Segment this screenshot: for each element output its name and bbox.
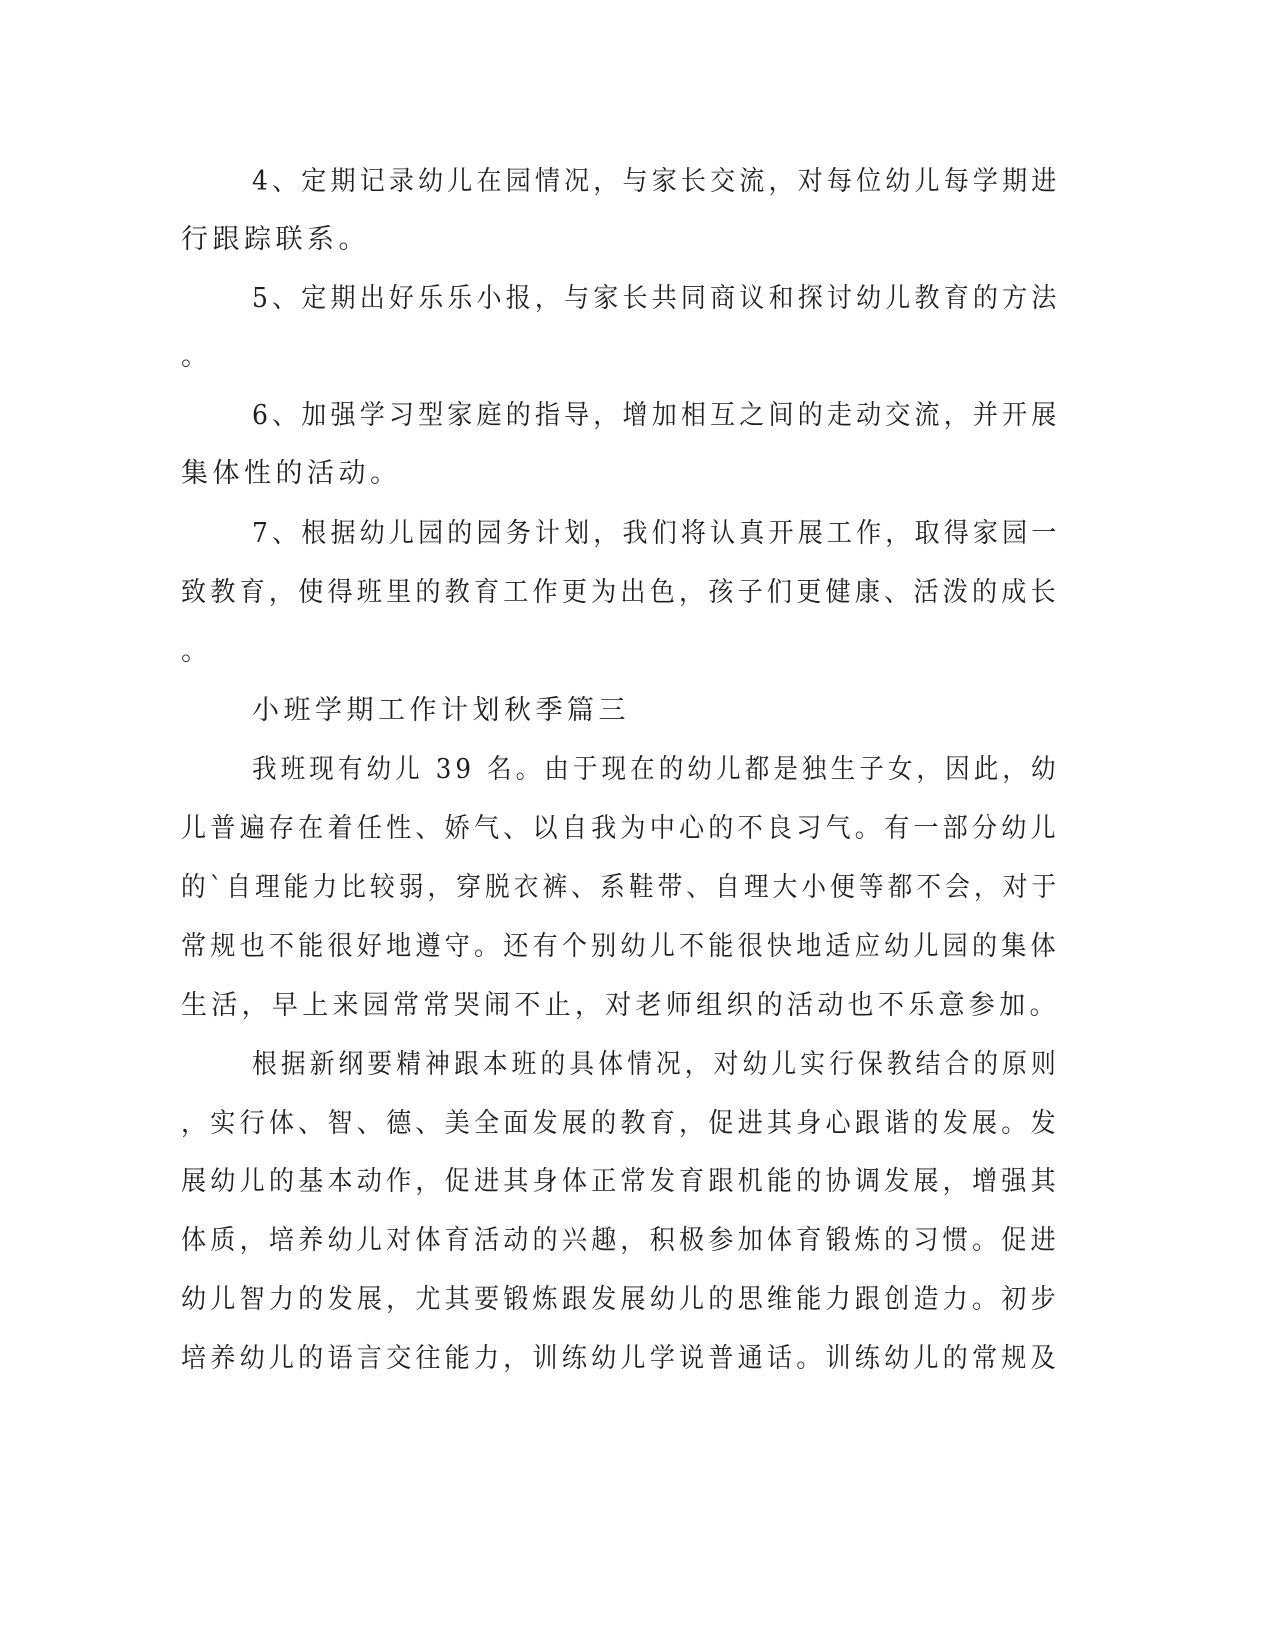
paragraph-2-line-6: 培养幼儿的语言交往能力，训练幼儿学说普通话。训练幼儿的常规及: [181, 1343, 1060, 1374]
item-4-line-1: 4、定期记录幼儿在园情况，与家长交流，对每位幼儿每学期进: [252, 166, 1061, 197]
paragraph-1-line-4: 常规也不能很好地遵守。还有个别幼儿不能很快地适应幼儿园的集体: [181, 931, 1060, 962]
item-5-line-2: 。: [181, 341, 213, 372]
item-6-line-2: 集体性的活动。: [181, 458, 402, 489]
paragraph-1-line-3: 的`自理能力比较弱，穿脱衣裤、系鞋带、自理大小便等都不会，对于: [181, 872, 1061, 903]
paragraph-2-line-3: 展幼儿的基本动作，促进其身体正常发育跟机能的协调发展，增强其: [181, 1166, 1060, 1197]
item-6-line-1: 6、加强学习型家庭的指导，增加相互之间的走动交流，并开展: [252, 400, 1061, 431]
item-7-line-2: 致教育，使得班里的教育工作更为出色，孩子们更健康、活泼的成长: [181, 577, 1060, 608]
paragraph-2-line-1: 根据新纲要精神跟本班的具体情况，对幼儿实行保教结合的原则: [252, 1049, 1060, 1080]
paragraph-1-line-5: 生活，早上来园常常哭闹不止，对老师组织的活动也不乐意参加。: [181, 990, 1060, 1021]
section-heading: 小班学期工作计划秋季篇三: [252, 695, 630, 726]
item-5-line-1: 5、定期出好乐乐小报，与家长共同商议和探讨幼儿教育的方法: [252, 283, 1061, 314]
paragraph-1-line-1: 我班现有幼儿 39 名。由于现在的幼儿都是独生子女，因此，幼: [252, 754, 1060, 785]
paragraph-2-line-5: 幼儿智力的发展，尤其要锻炼跟发展幼儿的思维能力跟创造力。初步: [181, 1284, 1060, 1315]
paragraph-2-line-4: 体质，培养幼儿对体育活动的兴趣，积极参加体育锻炼的习惯。促进: [181, 1225, 1060, 1256]
item-4-line-2: 行跟踪联系。: [181, 224, 370, 255]
item-7-line-3: 。: [181, 636, 213, 667]
paragraph-2-line-2: ，实行体、智、德、美全面发展的教育，促进其身心跟谐的发展。发: [181, 1108, 1060, 1139]
paragraph-1-line-2: 儿普遍存在着任性、娇气、以自我为中心的不良习气。有一部分幼儿: [181, 813, 1060, 844]
item-7-line-1: 7、根据幼儿园的园务计划，我们将认真开展工作，取得家园一: [252, 518, 1061, 549]
